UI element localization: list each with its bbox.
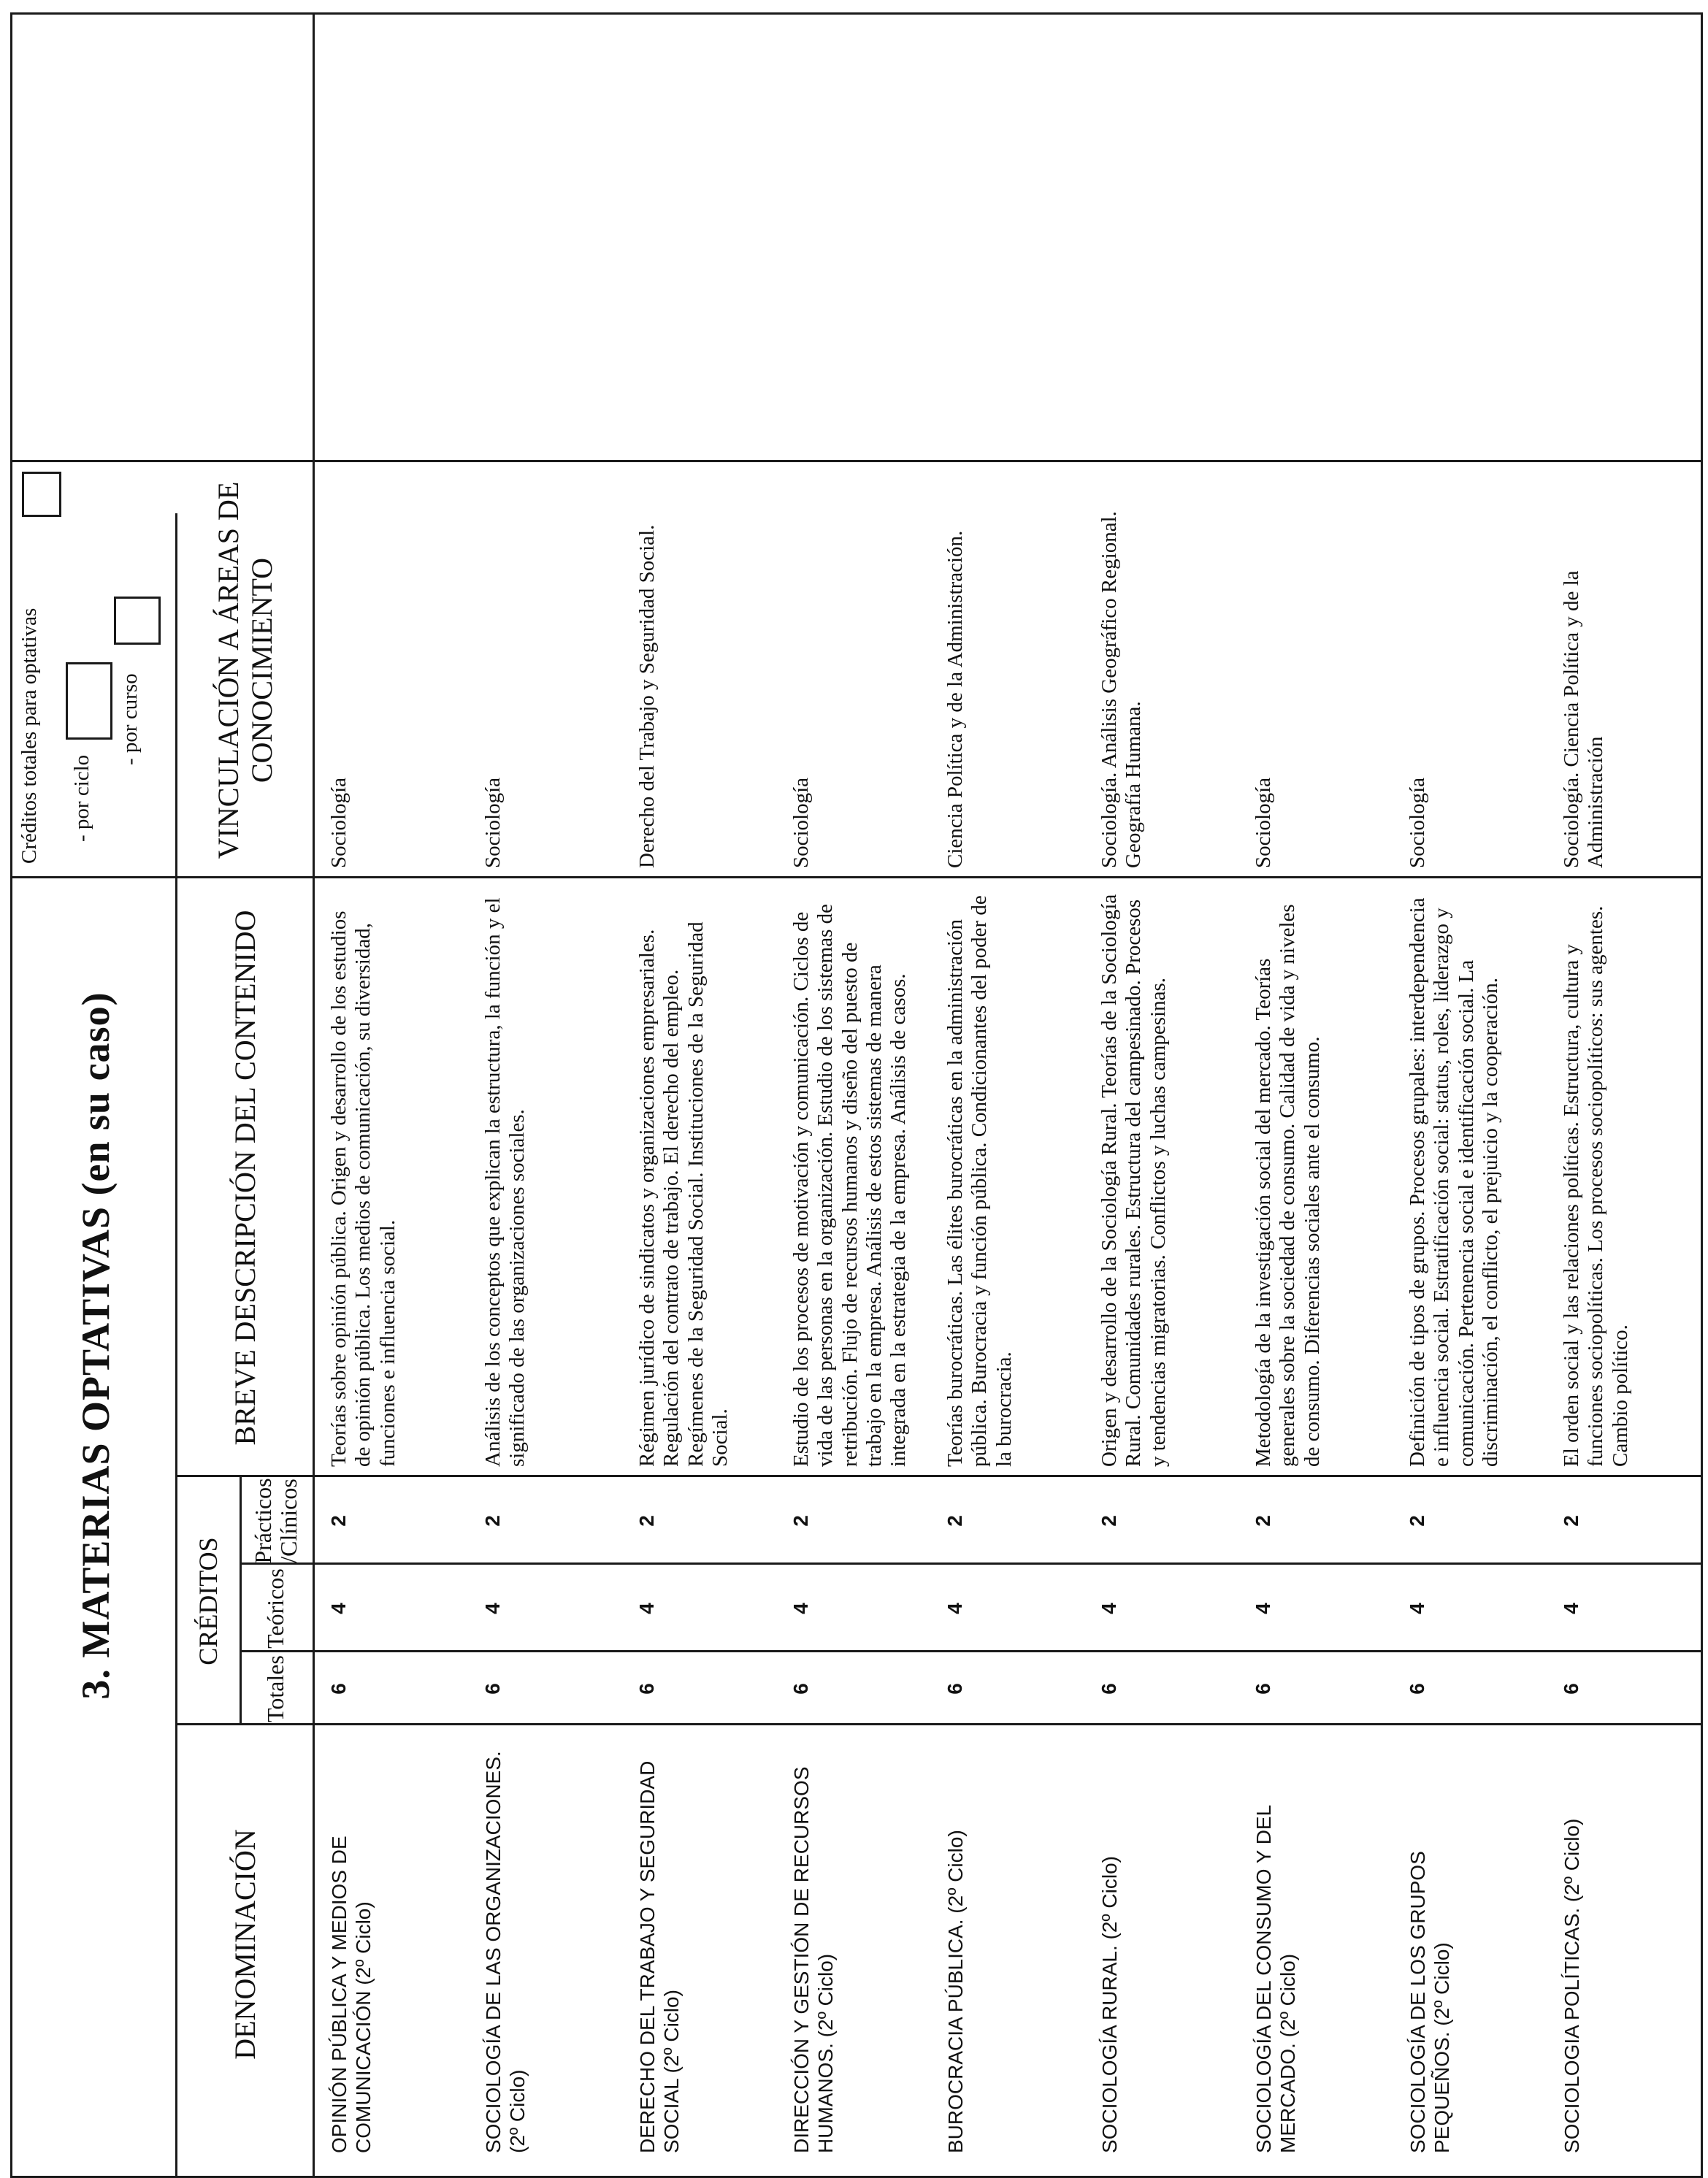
por-curso-box (114, 597, 161, 645)
credits-teoricos: 4 (327, 1603, 350, 1614)
sep-denominacion-creditos (177, 1723, 1701, 1725)
frame-right (10, 12, 1703, 15)
sep-practicos-descripcion (177, 1475, 1701, 1477)
course-description: Análisis de los conceptos que explican la estructura, la función y el significado de las organizaciones sociales. (481, 897, 529, 1467)
credits-total-label: Créditos totales para optativas (18, 607, 41, 864)
credits-teoricos: 4 (635, 1603, 658, 1614)
knowledge-areas: Sociología (789, 777, 813, 868)
knowledge-areas: Sociología (327, 777, 351, 868)
course-name: OPINIÓN PÚBLICA Y MEDIOS DE COMUNICACIÓN (2º Ciclo) (328, 1836, 375, 2153)
course-name: SOCIOLOGÍA DE LAS ORGANIZACIONES. (2º Ciclo) (482, 1751, 529, 2153)
credits-practicos: 2 (1406, 1515, 1428, 1527)
course-description: Metodología de la investigación social del mercado. Teorías generales sobre la sociedad de consumo. Calidad de vida y niveles de consumo. Diferencias sociales ante el consumo. (1252, 904, 1324, 1467)
credits-practicos: 2 (1560, 1515, 1582, 1527)
credits-practicos: 2 (1098, 1515, 1120, 1527)
course-description: Definición de tipos de grupos. Procesos grupales: interdependencia e influencia social. Estratificación social: status, roles, liderazgo y comunicación. Pertenencia social e identificación social. La discriminación, el conflicto, el prejuicio y la cooperación. (1406, 897, 1503, 1467)
header-denominacion: DENOMINACIÓN (228, 1829, 261, 2060)
credits-teoricos: 4 (1406, 1603, 1428, 1614)
credits-practicos: 2 (943, 1515, 966, 1527)
header-band-line (313, 12, 315, 2178)
credits-teoricos: 4 (943, 1603, 966, 1614)
sep-teoricos-practicos (240, 1562, 1701, 1565)
knowledge-areas: Sociología. Análisis Geográfico Regional. Geografía Humana. (1098, 511, 1146, 868)
course-name: BUROCRACIA PÚBLICA. (2º Ciclo) (944, 1830, 967, 2153)
knowledge-areas: Sociología (1406, 777, 1429, 868)
credits-totales: 6 (635, 1683, 658, 1695)
credits-teoricos: 4 (1098, 1603, 1120, 1614)
header-practicos: Prácticos /Clínicos (249, 1478, 302, 1564)
course-name: SOCIOLOGIA POLÍTICAS. (2º Ciclo) (1560, 1818, 1583, 2153)
course-description: Origen y desarrollo de la Sociología Rural. Teorías de la Sociología Rural. Comunidades rurales. Estructura del campesinado. Procesos y tendencias migratorias. Conflictos y luchas campesinas. (1098, 894, 1170, 1467)
course-description: Régimen jurídico de sindicatos y organizaciones empresariales. Regulación del contrato de trabajo. El derecho del empleo. Regímenes de la Seguridad Social. Instituciones de la Seguridad Social. (635, 921, 732, 1467)
credits-totales: 6 (481, 1683, 504, 1695)
por-curso-label: - por curso (118, 673, 142, 765)
course-name: DERECHO DEL TRABAJO Y SEGURIDAD SOCIAL (2º Ciclo) (636, 1760, 683, 2153)
credits-practicos: 2 (1252, 1515, 1274, 1527)
credits-totales: 6 (1098, 1683, 1120, 1695)
credits-practicos: 2 (789, 1515, 812, 1527)
sep-totales-teoricos (240, 1650, 1701, 1652)
course-name: SOCIOLOGÍA DEL CONSUMO Y DEL MERCADO. (2º Ciclo) (1252, 1805, 1300, 2153)
course-name: SOCIOLOGÍA DE LOS GRUPOS PEQUEÑOS. (2º Ciclo) (1406, 1851, 1454, 2153)
course-description: El orden social y las relaciones políticas. Estructura, cultura y funciones sociopolíticas. Los procesos sociopolíticos: sus agentes. Cambio político. (1560, 905, 1632, 1467)
knowledge-areas: Sociología (1252, 777, 1275, 868)
knowledge-areas: Sociología. Ciencia Política y de la Administración (1560, 570, 1608, 868)
course-name: DIRECCIÓN Y GESTIÓN DE RECURSOS HUMANOS. (2º Ciclo) (790, 1766, 838, 2153)
credits-totales: 6 (1252, 1683, 1274, 1695)
credits-teoricos: 4 (789, 1603, 812, 1614)
credits-teoricos: 4 (1560, 1603, 1582, 1614)
credits-teoricos: 4 (1252, 1603, 1274, 1614)
credits-teoricos: 4 (481, 1603, 504, 1614)
por-ciclo-label: - por ciclo (70, 754, 93, 842)
credits-totales: 6 (1406, 1683, 1428, 1695)
header-descripcion: BREVE DESCRIPCIÓN DEL CONTENIDO (228, 910, 261, 1446)
course-description: Teorías burocráticas. Las élites burocráticas en la administración pública. Burocracia y función pública. Condicionantes del poder de la burocracia. (943, 895, 1016, 1467)
frame-bottom (1701, 12, 1703, 2178)
credits-totales: 6 (327, 1683, 350, 1695)
course-name: SOCIOLOGÍA RURAL. (2º Ciclo) (1098, 1856, 1121, 2153)
header-totales: Totales (262, 1655, 289, 1722)
credits-totales: 6 (789, 1683, 812, 1695)
credits-total-box (22, 472, 61, 517)
credits-practicos: 2 (327, 1515, 350, 1527)
knowledge-areas: Derecho del Trabajo y Seguridad Social. (635, 524, 659, 868)
knowledge-areas: Ciencia Política y de la Administración. (943, 530, 967, 868)
header-teoricos: Teóricos (262, 1568, 289, 1649)
course-description: Estudio de los procesos de motivación y comunicación. Ciclos de vida de las personas en la organización. Estudio de los sistemas de retribución. Flujo de recursos humanos y diseño del puesto de trabajo en la empresa. Análisis de estos sistemas de manera integrada en la estrategia de la empresa. Análisis de casos. (789, 904, 911, 1467)
page-title: 3. MATERIAS OPTATIVAS (en su caso) (74, 992, 118, 1700)
frame-top (10, 12, 12, 2178)
por-ciclo-box (66, 662, 112, 740)
credits-totales: 6 (943, 1683, 966, 1695)
header-vinculacion: VINCULACIÓN A ÁREAS DE CONOCIMIENTO (211, 481, 278, 859)
credits-totales: 6 (1560, 1683, 1582, 1695)
course-description: Teorías sobre opinión pública. Origen y desarrollo de los estudios de opinión pública. Los medios de comunicación, su diversidad, funciones e influencia social. (327, 910, 399, 1467)
knowledge-areas: Sociología (481, 777, 505, 868)
credits-practicos: 2 (481, 1515, 504, 1527)
credits-practicos: 2 (635, 1515, 658, 1527)
header-creditos: CRÉDITOS (193, 1537, 223, 1665)
